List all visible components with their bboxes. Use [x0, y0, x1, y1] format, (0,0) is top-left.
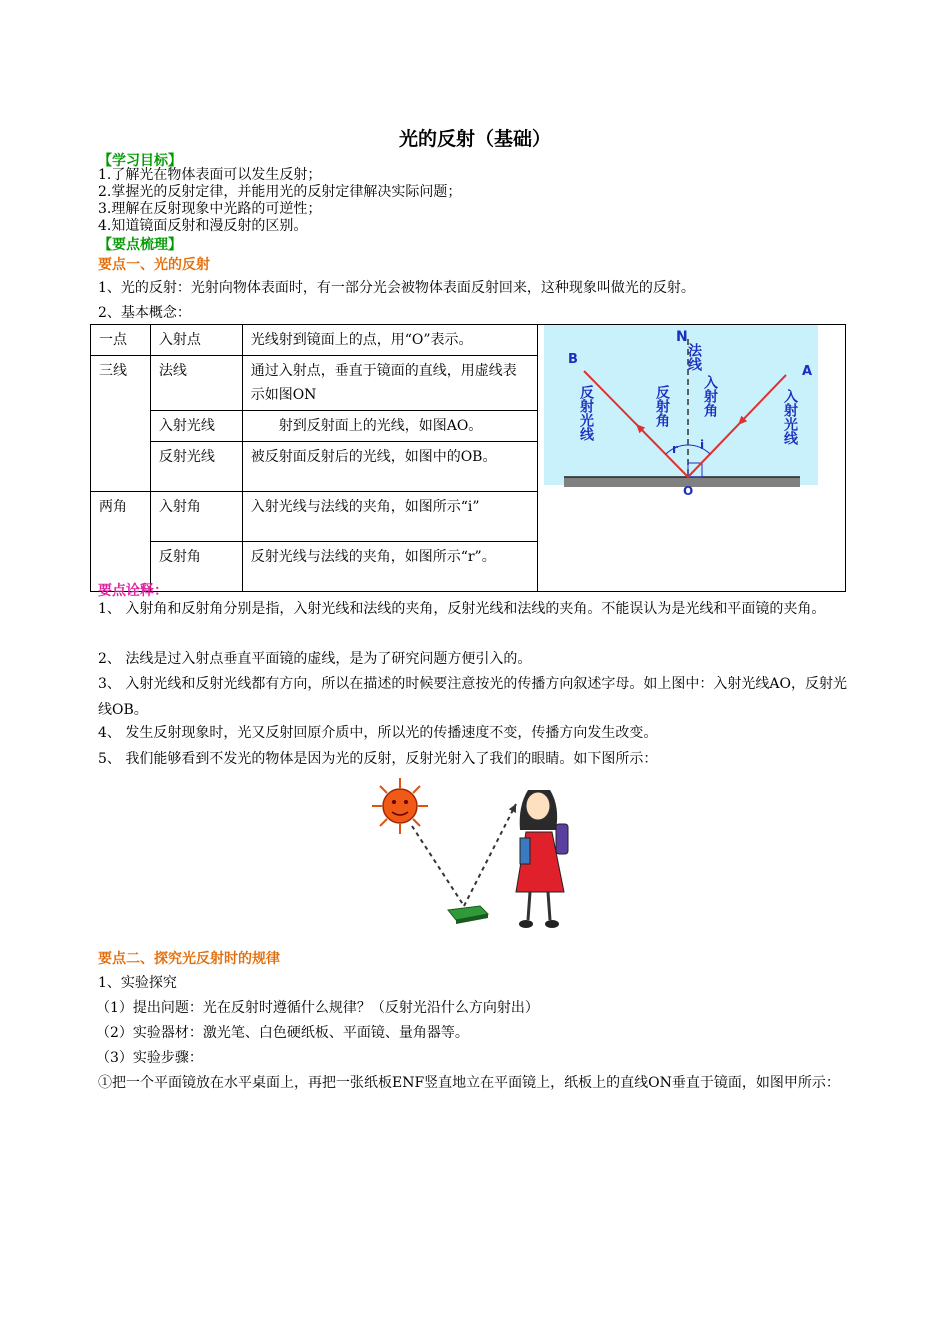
section1-paragraph: 1、光的反射：光射向物体表面时，有一部分光会被物体表面反射回来，这种现象叫做光的反射。 [98, 280, 695, 296]
section2-line: 1、实验探究 [98, 975, 177, 991]
diagram-cell [537, 325, 845, 592]
label-b: B [567, 352, 578, 367]
incident-ray-label: 入射光线 [781, 389, 798, 445]
note-item: 2、 法线是过入射点垂直平面镜的虚线，是为了研究问题方便引入的。 [98, 651, 532, 667]
table-cell: 两角 [91, 492, 151, 592]
section2-line: ①把一个平面镜放在水平桌面上，再把一张纸板ENF竖直地立在平面镜上，纸板上的直线ON垂直于镜面，如图甲所示： [98, 1075, 840, 1091]
note-item: 3、 入射光线和反射光线都有方向，所以在描述的时候要注意按光的传播方向叙述字母。如上图中：入射光线AO，反射光线OB。 [98, 676, 847, 718]
notes-header: 要点诠释： [98, 583, 168, 599]
reflected-ray-to-eye [464, 804, 516, 906]
label-a: A [801, 364, 813, 379]
section1-paragraph: 2、基本概念： [98, 305, 191, 321]
concepts-table [90, 324, 846, 592]
goal-item: 1.了解光在物体表面可以发生反射； [98, 167, 322, 183]
key-points-header: 【要点梳理】 [98, 237, 182, 253]
note-item: 4、 发生反射现象时，光又反射回原介质中，所以光的传播速度不变，传播方向发生改变。 [98, 725, 658, 741]
table-cell: 一点 [91, 325, 151, 356]
section1-title: 要点一、光的反射 [98, 257, 210, 273]
table-cell: 反射角 [150, 542, 242, 592]
table-cell: 通过入射点，垂直于镜面的直线，用虚线表示如图ON [242, 356, 537, 411]
book-icon [448, 906, 488, 924]
table-cell: 被反射面反射后的光线，如图中的OB。 [242, 442, 537, 492]
label-n: N [675, 329, 688, 345]
mirror-surface [564, 477, 800, 487]
section2-line: （3）实验步骤： [96, 1050, 203, 1066]
reflected-ray-label: 反射光线 [577, 385, 594, 441]
sunlight-ray [412, 826, 464, 906]
table-cell: 入射点 [150, 325, 242, 356]
table-cell: 反射光线 [150, 442, 242, 492]
note-item: 5、 我们能够看到不发光的物体是因为光的反射，反射光射入了我们的眼睛。如下图所示： [98, 751, 658, 767]
learning-goals-header: 【学习目标】 [98, 153, 182, 169]
page-title: 光的反射（基础） [398, 128, 551, 150]
section2-line: （2）实验器材：激光笔、白色硬纸板、平面镜、量角器等。 [96, 1025, 469, 1041]
goal-item: 4.知道镜面反射和漫反射的区别。 [98, 218, 308, 234]
ray-arrow [509, 802, 520, 813]
label-o: O [682, 484, 694, 497]
label-i: i [699, 438, 705, 452]
sun-icon [372, 778, 428, 834]
table-cell: 入射光线与法线的夹角，如图所示“i” [242, 492, 537, 542]
reflection-diagram [538, 325, 844, 497]
goal-item: 2.掌握光的反射定律，并能用光的反射定律解决实际问题； [98, 184, 462, 200]
girl-figure [516, 790, 568, 928]
goal-item: 3.理解在反射现象中光路的可逆性； [98, 201, 322, 217]
label-r: r [671, 442, 678, 456]
table-cell: 入射光线 [150, 411, 242, 442]
girl-sun-illustration [360, 770, 590, 935]
reflect-angle-label: 反射角 [653, 385, 670, 427]
table-cell: 法线 [150, 356, 242, 411]
table-row [91, 325, 846, 356]
section2-title: 要点二、探究光反射时的规律 [98, 951, 280, 967]
table-cell: 光线射到镜面上的点，用“O”表示。 [242, 325, 537, 356]
table-cell: 入射角 [150, 492, 242, 542]
incident-angle-label: 入射角 [701, 375, 718, 417]
table-cell: 射到反射面上的光线，如图AO。 [242, 411, 537, 442]
note-item: 1、 入射角和反射角分别是指，入射光线和法线的夹角，反射光线和法线的夹角。不能误认为是光线和平面镜的夹角。 [98, 601, 826, 617]
table-cell: 反射光线与法线的夹角，如图所示“r”。 [242, 542, 537, 592]
normal-label: 法线 [685, 343, 702, 371]
table-cell: 三线 [91, 356, 151, 492]
section2-line: （1）提出问题：光在反射时遵循什么规律？（反射光沿什么方向射出） [96, 1000, 539, 1016]
